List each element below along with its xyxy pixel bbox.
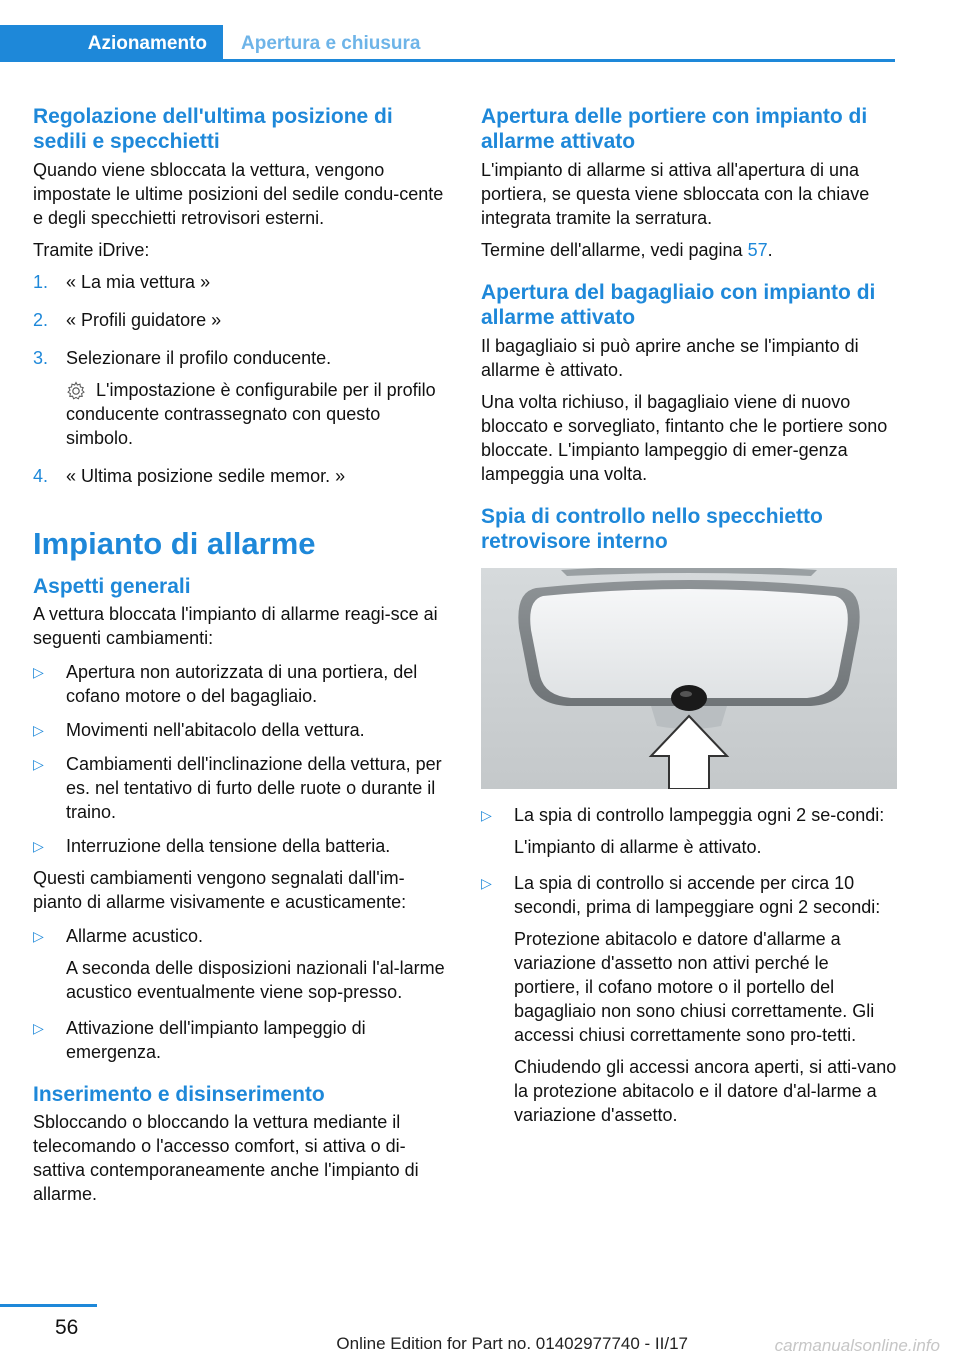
- bullet-list: [33, 924, 451, 1064]
- list-item-subtext: Protezione abitacolo e datore d'allarme a variazione d'assetto non attivi perché le portiere, il cofano motore o il portello del bagagliaio non sono chiusi correttamente. Gli accessi chiusi correttamente sono pro-tetti.: [514, 929, 875, 1045]
- list-item-text: « Profili guidatore »: [66, 310, 222, 330]
- paragraph: Una volta richiuso, il bagagliaio viene di nuovo bloccato e sorvegliato, fintanto che le portiere sono bloccate. L'impianto lampeggio di emer-genza lampeggia una volta.: [481, 392, 888, 484]
- section-title-aspetti: Aspetti generali: [33, 575, 191, 598]
- bullet-list: [481, 803, 897, 1127]
- list-item-subtext: Chiudendo gli accessi ancora aperti, si atti-vano la protezione abitacolo e il datore d'al-larme a variazione d'assetto.: [514, 1057, 897, 1125]
- left-column: [33, 104, 451, 1206]
- list-item: [481, 803, 897, 859]
- header-tabs: [0, 25, 895, 62]
- edition-text: Online Edition for Part no. 01402977740 - II/17: [336, 1334, 688, 1353]
- paragraph: L'impianto di allarme si attiva all'apertura di una portiera, se questa viene sbloccata con la chiave integrata tramite la serratura.: [481, 160, 870, 228]
- list-number: 1.: [33, 272, 49, 292]
- tab-azionamento-label: Azionamento: [87, 33, 207, 54]
- list-item-text: Interruzione della tensione della batteria.: [66, 836, 391, 856]
- paragraph-with-link: [481, 238, 897, 262]
- list-item: [33, 924, 451, 1004]
- right-column: [481, 104, 897, 1127]
- list-item-text: La spia di controllo si accende per circa 10 secondi, prima di lampeggiare ogni 2 secondi:: [514, 873, 881, 917]
- watermark: carmanualsonline.info: [774, 1336, 940, 1355]
- section-title-apertura-bagagliaio: Apertura del bagagliaio con impianto di allarme attivato: [481, 281, 876, 329]
- section-title-apertura-portiere: Apertura delle portiere con impianto di allarme attivato: [481, 105, 868, 153]
- list-item-text: Selezionare il profilo conducente.: [66, 348, 332, 368]
- section-title-spia: Spia di controllo nello specchietto retrovisore interno: [481, 505, 823, 553]
- paragraph: Questi cambiamenti vengono segnalati dall'im-pianto di allarme visivamente e acusticamente:: [33, 868, 407, 912]
- list-item-text: Movimenti nell'abitacolo della vettura.: [66, 720, 365, 740]
- tab-azionamento[interactable]: [0, 25, 223, 62]
- triangle-bullet-icon: ▷: [481, 875, 492, 891]
- footer-rule: [0, 1304, 97, 1307]
- list-number: 2.: [33, 310, 49, 330]
- step-note: [66, 378, 451, 450]
- list-number: 4.: [33, 466, 49, 486]
- mirror-illustration: [481, 568, 897, 789]
- list-item-text: « La mia vettura »: [66, 272, 211, 292]
- page-number: 56: [55, 1316, 79, 1339]
- list-item: [33, 1016, 451, 1064]
- chapter-title: Impianto di allarme: [33, 526, 316, 561]
- list-item: [33, 464, 451, 488]
- text: .: [767, 240, 773, 260]
- triangle-bullet-icon: ▷: [481, 807, 492, 823]
- list-item-text: Allarme acustico.: [66, 926, 204, 946]
- paragraph: Quando viene sbloccata la vettura, vengono impostate le ultime posizioni del sedile condu-cente e degli specchietti retrovisori esterni.: [33, 160, 444, 228]
- paragraph: Il bagagliaio si può aprire anche se l'impianto di allarme è attivato.: [481, 336, 859, 380]
- paragraph: Tramite iDrive:: [33, 240, 150, 260]
- list-item: [33, 346, 451, 450]
- list-item-subtext: A seconda delle disposizioni nazionali l'al-larme acustico eventualmente viene sop-presso.: [66, 958, 445, 1002]
- rearview-mirror-image: [481, 568, 897, 789]
- triangle-bullet-icon: ▷: [33, 664, 44, 680]
- bullet-list: [33, 660, 451, 858]
- triangle-bullet-icon: ▷: [33, 838, 44, 854]
- triangle-bullet-icon: ▷: [33, 756, 44, 772]
- section-title-regolazione: Regolazione dell'ultima posizione di sedili e specchietti: [33, 105, 393, 153]
- header-rule: [223, 59, 895, 62]
- list-item-text: Attivazione dell'impianto lampeggio di emergenza.: [66, 1018, 366, 1062]
- list-item-text: Apertura non autorizzata di una portiera, del cofano motore o del bagagliaio.: [66, 662, 418, 706]
- paragraph: A vettura bloccata l'impianto di allarme reagi-sce ai seguenti cambiamenti:: [33, 604, 438, 648]
- page-link[interactable]: 57: [747, 240, 768, 260]
- section-title-inserimento: Inserimento e disinserimento: [33, 1083, 325, 1106]
- list-number: 3.: [33, 348, 49, 368]
- list-item-text: « Ultima posizione sedile memor. »: [66, 466, 346, 486]
- tab-apertura-chiusura[interactable]: Apertura e chiusura: [241, 33, 421, 54]
- steps-list: [33, 270, 451, 488]
- triangle-bullet-icon: ▷: [33, 928, 44, 944]
- text: Termine dell'allarme, vedi pagina: [481, 240, 748, 260]
- triangle-bullet-icon: ▷: [33, 722, 44, 738]
- step-note-text: L'impostazione è configurabile per il profilo conducente contrassegnato con questo simbolo.: [66, 380, 436, 448]
- settings-gear-icon: [66, 381, 86, 401]
- list-item: [33, 752, 451, 824]
- list-item: [33, 308, 451, 332]
- list-item: [481, 871, 897, 1127]
- list-item: [33, 718, 451, 742]
- triangle-bullet-icon: ▷: [33, 1020, 44, 1036]
- list-item-text: Cambiamenti dell'inclinazione della vettura, per es. nel tentativo di furto delle ruote o durante il traino.: [66, 754, 442, 822]
- list-item: [33, 270, 451, 294]
- paragraph: Sbloccando o bloccando la vettura mediante il telecomando o l'accesso comfort, si attiva o di-sattiva contemporaneamente anche l'impianto di allarme.: [33, 1112, 419, 1204]
- list-item: [33, 660, 451, 708]
- list-item: [33, 834, 451, 858]
- list-item-text: La spia di controllo lampeggia ogni 2 se-condi:: [514, 805, 885, 825]
- list-item-subtext: L'impianto di allarme è attivato.: [514, 837, 762, 857]
